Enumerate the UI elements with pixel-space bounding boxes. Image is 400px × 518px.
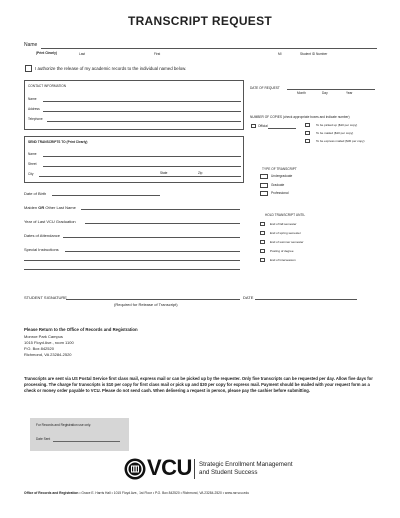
send-to-box [24,136,244,183]
name-last: Last [79,52,86,56]
official-checkbox[interactable] [251,124,256,128]
type-graduate-label: Graduate [271,183,285,187]
footer-sep: • [111,491,114,495]
contact-info-box [24,80,244,130]
contact-telephone-line[interactable] [47,121,241,122]
date-sent-line[interactable] [53,441,120,442]
hold-summer-checkbox[interactable] [260,240,265,244]
page-title: TRANSCRIPT REQUEST [127,14,273,28]
send-zip-label: Zip [198,171,203,175]
return-line-2: 1015 Floyd Ave., room 1100 [24,340,74,345]
date-request-line[interactable] [287,89,375,90]
footer-sep: • [79,491,82,495]
student-id-label: Student ID Number [300,52,328,56]
hold-fall-label: End of fall semester [270,222,297,226]
contact-telephone-label: Telephone [28,117,43,121]
send-name-label: Name [28,152,37,156]
footer-pobox: P.O. Box 842520 [154,491,180,495]
special-line-1[interactable] [65,251,240,252]
signature-required: (Required for Release of Transcript) [114,302,178,307]
maiden-line[interactable] [81,209,240,210]
pickup-checkbox[interactable] [305,123,310,127]
mailed-label: To be mailed ($10 per copy) [316,131,354,135]
dob-label: Date of Birth [24,191,47,196]
special-line-2[interactable] [24,260,240,261]
footer-street: 1015 Floyd Ave., 1st Floor [113,491,152,495]
send-city-label: City [28,172,34,176]
send-state-label: State [160,171,168,175]
send-heading: SEND TRANSCRIPTS TO (Print Clearly) [28,140,88,144]
type-undergraduate-label: Undergraduate [271,174,293,178]
hold-intersession-label: End of Intersession [270,258,296,262]
maiden-label: Maiden OR Other Last Name [24,205,76,210]
date-day: Day [322,91,328,95]
name-print-clearly: (Print Clearly) [36,51,57,55]
hold-intersession-checkbox[interactable] [260,258,265,262]
hold-summer-label: End of summer semester [270,240,304,244]
footer-city: Richmond, VA 23284-2520 [182,491,222,495]
footer-office: Office of Records and Registration [24,491,79,495]
dates-attendance-line[interactable] [63,237,240,238]
name-label: Name [24,42,38,48]
authorize-text: I authorize the release of my academic records to the individual named below. [35,66,187,71]
hold-spring-label: End of spring semester [270,231,301,235]
hold-degree-label: Posting of degree [270,249,294,253]
hold-degree-checkbox[interactable] [260,249,265,253]
signature-date-line[interactable] [255,299,357,300]
official-count-line[interactable] [268,128,296,129]
type-professional-checkbox[interactable] [260,191,268,196]
notice-paragraph: Transcripts are sent via US Postal Service first class mail, express mail or can be picked up by the requester. Only five transcripts can be requested per day. Allow five days for processing. The charge for transcripts is $10 per copy for first class mail or pick up and $30 per copy for express mail. Payment should be mailed with your request form as a check or money order payable to VCU. Please do not send cash. When delivering a request in person, please pay the cashier before submitting. [24,376,373,393]
logo-divider [194,459,195,479]
name-line[interactable] [41,48,377,49]
return-heading: Please Return to the Office of Records and Registration [24,327,138,332]
send-street-line[interactable] [43,166,241,167]
special-line-3[interactable] [24,269,240,270]
logo-tagline-1: Strategic Enrollment Management [199,461,293,468]
return-line-3: P.O. Box 842520 [24,346,54,351]
express-label: To be express mailed ($30 per copy) [316,139,365,143]
send-city-line[interactable] [39,176,241,177]
dob-line[interactable] [52,195,160,196]
type-heading: TYPE OF TRANSCRIPT [262,167,297,171]
hold-fall-checkbox[interactable] [260,222,265,226]
office-use-box [30,418,129,451]
contact-heading: CONTACT INFORMATION [28,84,67,88]
footer-sep: • [222,491,225,495]
date-request-label: DATE OF REQUEST [250,86,280,90]
pickup-label: To be picked up ($10 per copy) [316,123,358,127]
official-label: Official [258,124,268,128]
footer-sep: • [152,491,155,495]
name-mi: MI [278,52,282,56]
footer-sep: • [180,491,183,495]
contact-address-label: Address [28,107,40,111]
date-sent-label: Date Sent [36,437,51,441]
type-undergraduate-checkbox[interactable] [260,174,268,179]
special-instructions-label: Special Instructions [24,247,59,252]
footer-hall: Grace E. Harris Hall [81,491,111,495]
footer [24,491,249,495]
vcu-seal-icon [124,458,146,480]
name-first: First [154,52,161,56]
return-line-4: Richmond, VA 23284-2520 [24,352,72,357]
copies-heading: NUMBER OF COPIES (check appropriate boxes and indicate number) [250,115,350,119]
return-line-1: Monroe Park Campus [24,334,63,339]
logo-tagline-2: and Student Success [199,469,258,476]
send-street-label: Street [28,162,37,166]
contact-name-label: Name [28,97,37,101]
contact-name-line[interactable] [43,101,241,102]
hold-spring-checkbox[interactable] [260,231,265,235]
type-graduate-checkbox[interactable] [260,183,268,188]
signature-label: STUDENT SIGNATURE [24,295,67,300]
date-month: Month [297,91,306,95]
vcu-logo-text: VCU [147,455,192,480]
contact-address-line[interactable] [43,111,241,112]
hold-heading: HOLD TRANSCRIPT UNTIL [265,213,306,217]
dates-attendance-label: Dates of Attendance [24,233,61,238]
type-professional-label: Professional [271,191,289,195]
send-name-line[interactable] [43,156,241,157]
office-use-line1: For Records and Registration use only. [36,423,92,427]
signature-date-label: DATE [243,295,254,300]
mailed-checkbox[interactable] [305,131,310,135]
authorize-checkbox[interactable] [25,65,32,72]
last-vcu-line[interactable] [85,223,240,224]
last-vcu-label: Year of Last VCU Graduation [24,219,76,224]
signature-line[interactable] [66,299,240,300]
date-year: Year [346,91,353,95]
footer-website-link[interactable]: www.rar.vcu.edu [224,491,250,495]
express-checkbox[interactable] [305,139,310,143]
